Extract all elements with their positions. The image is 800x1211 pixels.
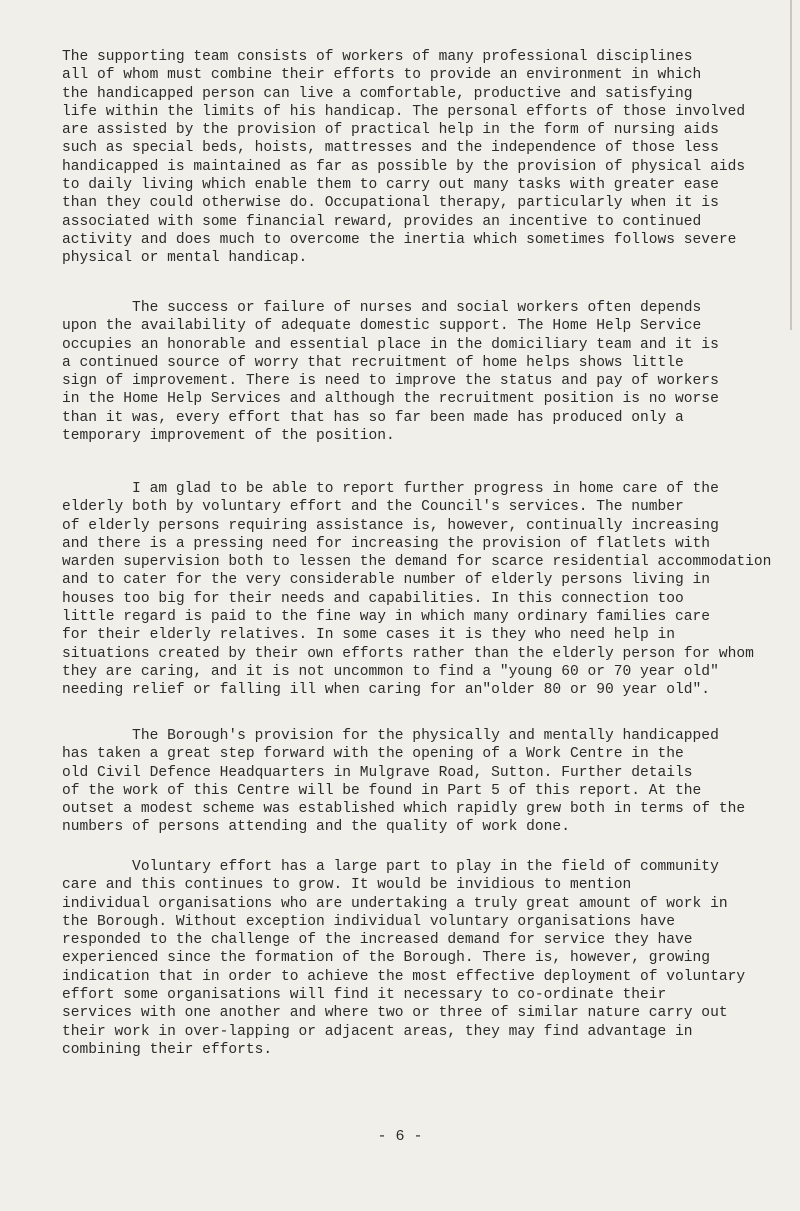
text-line: than they could otherwise do. Occupational therapy, particularly when it is [62, 195, 719, 212]
text-line: indication that in order to achieve the most effective deployment of voluntary [62, 968, 746, 985]
page-number: - 6 - [377, 1128, 423, 1145]
text-line: such as special beds, hoists, mattresses and the independence of those less [62, 140, 719, 157]
text-line: houses too big for their needs and capabilities. In this connection too [62, 590, 684, 607]
text-line: experienced since the formation of the Borough. There is, however, growing [62, 950, 711, 967]
text-line: in the Home Help Services and although the recruitment position is no worse [62, 391, 719, 408]
paragraph-3 [62, 480, 772, 700]
text-line: elderly both by voluntary effort and the Council's services. The number [62, 499, 684, 516]
text-line: little regard is paid to the fine way in which many ordinary families care [62, 609, 711, 626]
text-line: warden supervision both to lessen the demand for scarce residential accommodation [62, 554, 772, 571]
text-line: numbers of persons attending and the quality of work done. [62, 819, 570, 836]
text-line: handicapped is maintained as far as possible by the provision of physical aids [62, 158, 746, 175]
text-line: needing relief or falling ill when caring for an"older 80 or 90 year old". [62, 682, 711, 699]
text-line: combining their efforts. [62, 1041, 273, 1058]
text-line: temporary improvement of the position. [62, 428, 395, 445]
text-line: Voluntary effort has a large part to play in the field of community [62, 859, 719, 875]
text-line: life within the limits of his handicap. The personal efforts of those involved [62, 103, 746, 120]
text-line: situations created by their own efforts rather than the elderly person for whom [62, 645, 754, 662]
text-line: and to cater for the very considerable number of elderly persons living in [62, 572, 711, 589]
text-line: The supporting team consists of workers of many professional disciplines [62, 49, 693, 65]
text-line: I am glad to be able to report further progress in home care of the [62, 481, 719, 497]
text-line: effort some organisations will find it necessary to co-ordinate their [62, 987, 667, 1004]
text-line: physical or mental handicap. [62, 250, 308, 267]
text-line: care and this continues to grow. It would be invidious to mention [62, 877, 632, 894]
paragraph-2 [62, 299, 766, 445]
paragraph-1 [62, 48, 766, 268]
text-line: outset a modest scheme was established which rapidly grew both in terms of the [62, 801, 746, 818]
text-line: activity and does much to overcome the inertia which sometimes follows severe [62, 231, 737, 248]
text-line: of elderly persons requiring assistance is, however, continually increasing [62, 517, 719, 534]
text-line: all of whom must combine their efforts to provide an environment in which [62, 67, 702, 84]
text-line: sign of improvement. There is need to improve the status and pay of workers [62, 373, 719, 390]
text-line: associated with some financial reward, provides an incentive to continued [62, 213, 702, 230]
text-line: the handicapped person can live a comfortable, productive and satisfying [62, 85, 693, 102]
text-line: has taken a great step forward with the opening of a Work Centre in the [62, 746, 684, 763]
text-line: of the work of this Centre will be found in Part 5 of this report. At the [62, 782, 702, 799]
text-line: for their elderly relatives. In some cases it is they who need help in [62, 627, 676, 644]
text-line: their work in over-lapping or adjacent areas, they may find advantage in [62, 1023, 693, 1040]
paragraph-4 [62, 727, 766, 837]
text-line: than it was, every effort that has so far been made has produced only a [62, 409, 684, 426]
text-line: old Civil Defence Headquarters in Mulgrave Road, Sutton. Further details [62, 764, 693, 781]
text-line: they are caring, and it is not uncommon to find a "young 60 or 70 year old" [62, 663, 719, 680]
page-edge-line [790, 0, 792, 330]
text-line: occupies an honorable and essential place in the domiciliary team and it is [62, 336, 719, 353]
text-line: upon the availability of adequate domestic support. The Home Help Service [62, 318, 702, 335]
text-line: responded to the challenge of the increased demand for service they have [62, 932, 693, 949]
text-line: to daily living which enable them to carry out many tasks with greater ease [62, 177, 719, 194]
text-line: services with one another and where two or three of similar nature carry out [62, 1005, 728, 1022]
text-line: and there is a pressing need for increasing the provision of flatlets with [62, 535, 711, 552]
text-line: are assisted by the provision of practical help in the form of nursing aids [62, 122, 719, 139]
text-line: individual organisations who are undertaking a truly great amount of work in [62, 895, 728, 912]
text-line: The Borough's provision for the physically and mentally handicapped [62, 728, 719, 744]
text-line: the Borough. Without exception individual voluntary organisations have [62, 913, 676, 930]
paragraph-5 [62, 858, 766, 1059]
text-line: a continued source of worry that recruitment of home helps shows little [62, 354, 684, 371]
text-line: The success or failure of nurses and social workers often depends [62, 300, 702, 316]
